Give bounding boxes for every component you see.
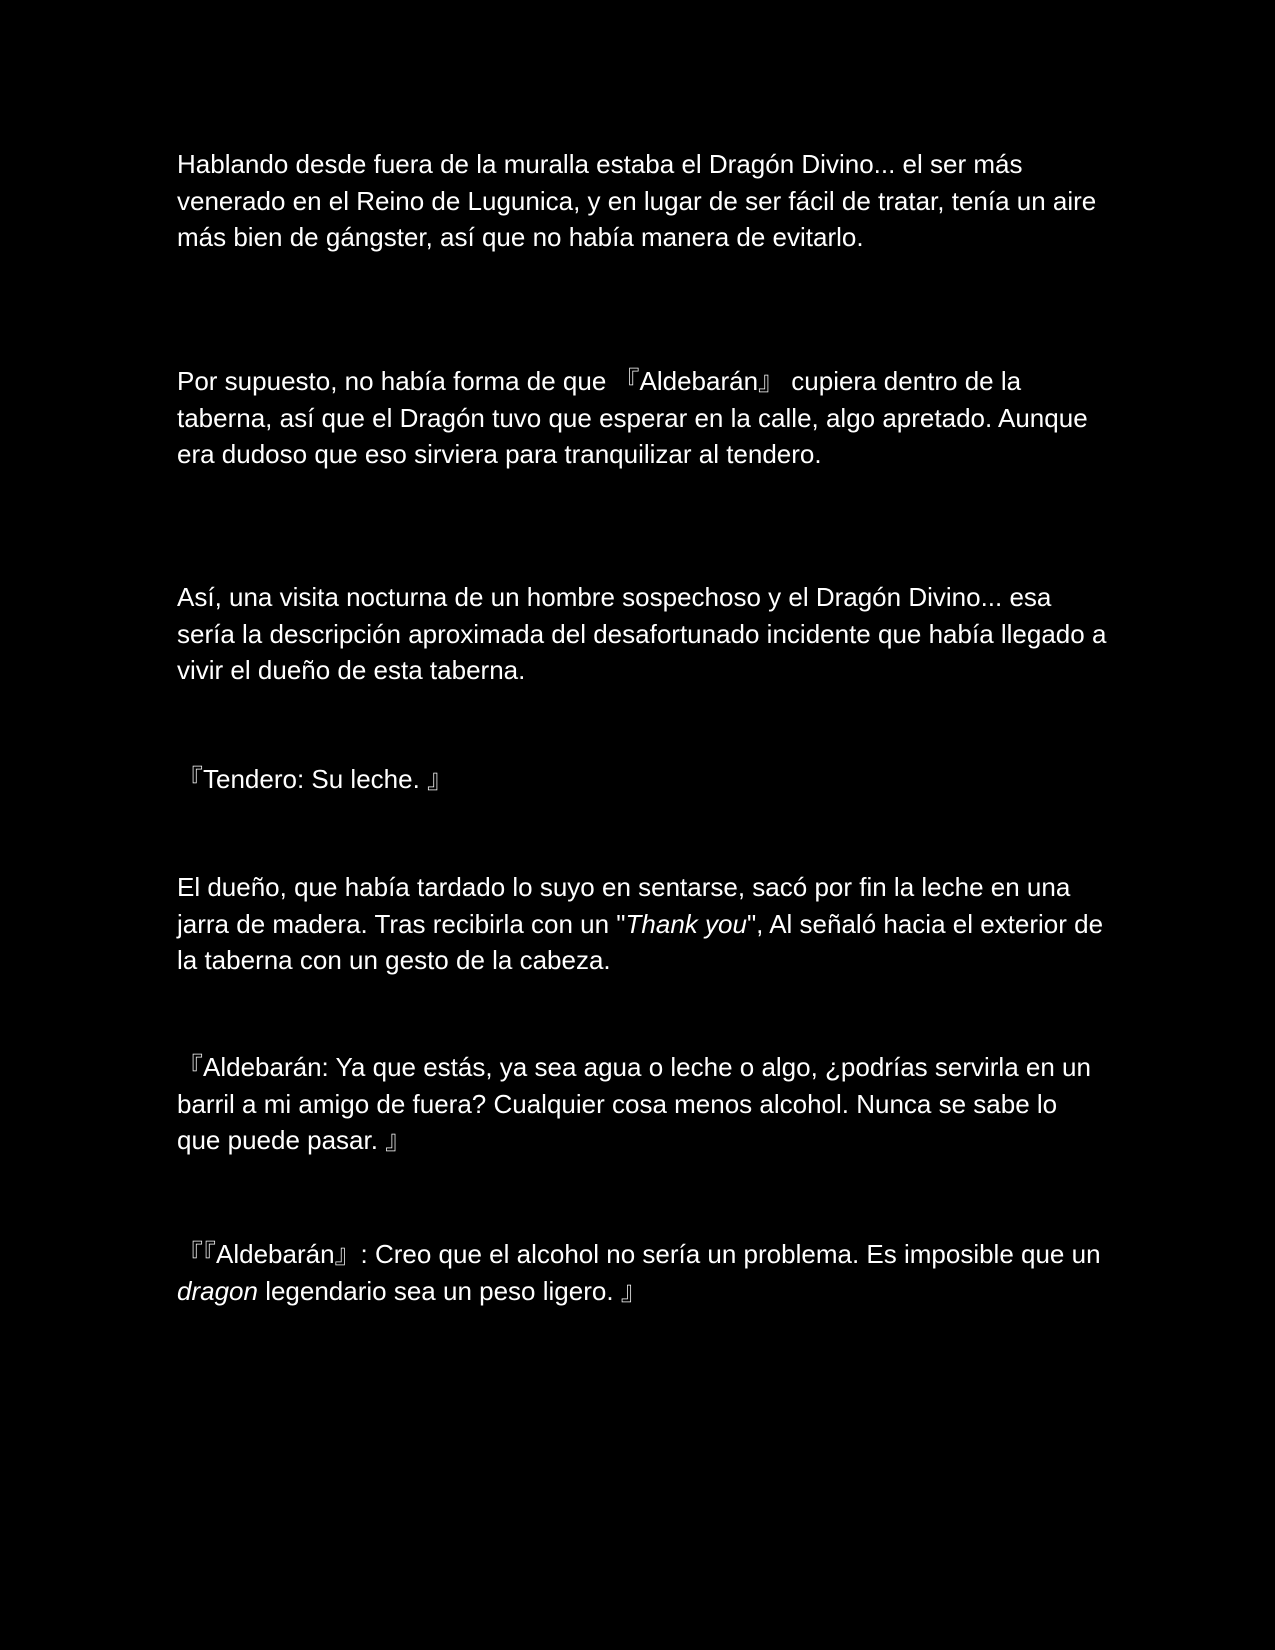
paragraph-dialogue-dragon-italic: dragon [177, 1275, 258, 1306]
paragraph-narration-4-part-1: El dueño, que había tardado lo suyo en sentarse, sacó por fin la leche en una jarra de madera. Tras recibirla con un " [177, 872, 1071, 939]
paragraph-dialogue-dragon-part-1: 『『Aldebarán』: Creo que el alcohol no sería un problema. Es imposible que un [177, 1239, 1101, 1269]
paragraph-narration-1: Hablando desde fuera de la muralla estaba el Dragón Divino... el ser más venerado en el Reino de Lugunica, y en lugar de ser fácil de tratar, tenía un aire más bien de gángster, así que no había manera de evitarlo. [177, 149, 1097, 252]
paragraph-dialogue-tendero: 『Tendero: Su leche. 』 [177, 764, 454, 794]
paragraph-narration-3: Así, una visita nocturna de un hombre sospechoso y el Dragón Divino... esa sería la descripción aproximada del desafortunado incidente que había llegado a vivir el dueño de esta taberna. [177, 582, 1107, 685]
paragraph-dialogue-dragon-part-2: legendario sea un peso ligero. 』 [257, 1275, 647, 1306]
paragraph-dialogue-aldebaran: 『Aldebarán: Ya que estás, ya sea agua o leche o algo, ¿podrías servirla en un barril a mi amigo de fuera? Cualquier cosa menos alcohol. Nunca se sabe lo que puede pasar. 』 [177, 1052, 1091, 1155]
paragraph-dialogue-dragon [177, 1236, 1107, 1309]
paragraph-narration-4-italic: Thank you [625, 908, 747, 939]
paragraph-narration-4 [177, 869, 1107, 979]
paragraph-narration-4-part-2: ", Al señaló hacia el exterior de la taberna con un gesto de la cabeza. [177, 908, 1104, 975]
paragraph-narration-2: Por supuesto, no había forma de que 『Aldebarán』 cupiera dentro de la taberna, así que el Dragón tuvo que esperar en la calle, algo apretado. Aunque era dudoso que eso sirviera para tranquilizar al tendero. [177, 366, 1088, 469]
